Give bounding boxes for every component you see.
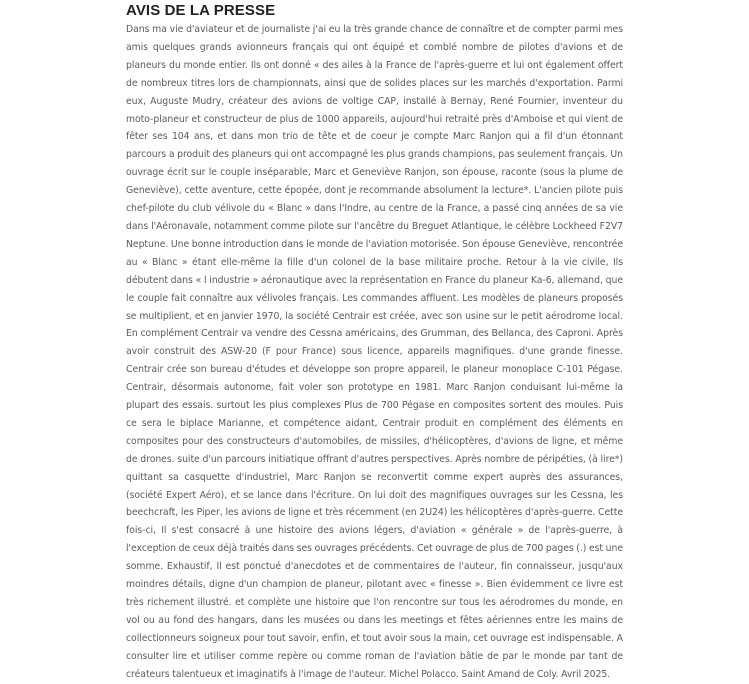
- press-review-article: [126, 0, 623, 684]
- article-body: Dans ma vie d'aviateur et de journaliste j'ai eu la très grande chance de connaître et de compter parmi mes amis quelques grands avionneurs français qui ont équipé et comblé nombre de pilotes d'avions et de planeurs du monde entier. Ils ont donné « des ailes à la France de l'après-guerre et lui ont également offert de nombreux titres lors de championnats, ainsi que de solides places sur les marchés d'exportation. Parmi eux, Auguste Mudry, créateur des avions de voltige CAP, installé à Bernay, René Fournier, inventeur du moto-planeur et constructeur de plus de 1000 appareils, aujourd'hui retraité près d'Amboise et qui vient de fêter ses 104 ans, et dans mon trio de tête et de coeur je compte Marc Ranjon qui a fil d'un étonnant parcours a produit des planeurs qui ont accompagné les plus grands champions, pas seulement français. Un ouvrage écrit sur le couple inséparable, Marc et Geneviève Ranjon, son épouse, raconte (sous la plume de Geneviève), cette aventure, cette épopée, dont je recommande absolument la lecture*. L'ancien pilote puis chef-pilote du club vélivole du « Blanc » dans l'Indre, au centre de la France, a passé cinq années de sa vie dans l'Aéronavale, notamment comme pilote sur l'ancêtre du Breguet Atlantique, le célèbre Lockheed F2V7 Neptune. Une bonne introduction dans le monde de l'aviation motorisée. Son épouse Geneviève, rencontrée au « Blanc » étant elle-même la fille d'un colonel de la base militaire proche. Retour à la vie civile, Ils débutent dans « l industrie » aéronautique avec la représentation en France du planeur Ka-6, allemand, que le couple fait connaître aux vélivoles français. Les commandes affluent. Les modèles de planeurs proposés se multiplient, et en janvier 1970, la société Centrair est créée, avec son usine sur le petit aérodrome local. En complément Centrair va vendre des Cessna américains, des Grumman, des Bellanca, des Caproni. Après avoir construit des ASW-20 (F pour France) sous licence, appareils magnifiques. d'une grande finesse. Centrair crée son bureau d'études et développe son propre appareil, le planeur monoplace C-101 Pégase. Centrair, désormais autonome, fait voler son prototype en 1981. Marc Ranjon conduisant lui-même la plupart des essais. surtout les plus complexes Plus de 700 Pégase en composites sortent des moules. Puis ce sera le biplace Marianne, et compétence aidant, Centrair produit en complément des éléments en composites pour des constructeurs d'automobiles, de missiles, d'hélicoptères, d'avions de ligne, et même de drones. suite d'un parcours initiatique offrant d'autres perspectives. Après nombre de péripéties, (à lire*) quittant sa casquette d'industriel, Marc Ranjon se reconvertit comme expert auprès des assurances, (société Expert Aéro), et se lance dans l'écriture. On lui doit des magnifiques ouvrages sur les Cessna, les beechcraft, les Piper, les avions de ligne et très récemment (en 2U24) les hélicoptères d'après-guerre. Cette fois-ci, Il s'est consacré à une histoire des avions légers, d'aviation « générale » de l'après-guerre, à l'exception de ceux déjà traités dans ses ouvrages précédents. Cet ouvrage de plus de 700 pages (.) est une somme. Exhaustif, Il est ponctué d'anecdotes et de commentaires de l'auteur, fin connaisseur, jusqu'aux moindres détails, digne d'un champion de planeur, pilotant avec « finesse ». Bien évidemment ce livre est très richement illustré. et complète une histoire que l'on rencontre sur tous les aérodromes du monde, en vol ou au fond des hangars, dans les musées ou dans les meetings et fêtes aériennes entre les mains de collectionneurs soigneux pour tout savoir, enfin, et tout avoir sous la main, cet ouvrage est indispensable. A consulter lire et utiliser comme repère ou comme roman de l'aviation bâtie de par le monde par tant de créateurs talentueux et imaginatifs à l'image de l'auteur. Michel Polacco. Saint Amand de Coly. Avril 2025.: [126, 24, 623, 680]
- article-title: AVIS DE LA PRESSE: [126, 2, 276, 19]
